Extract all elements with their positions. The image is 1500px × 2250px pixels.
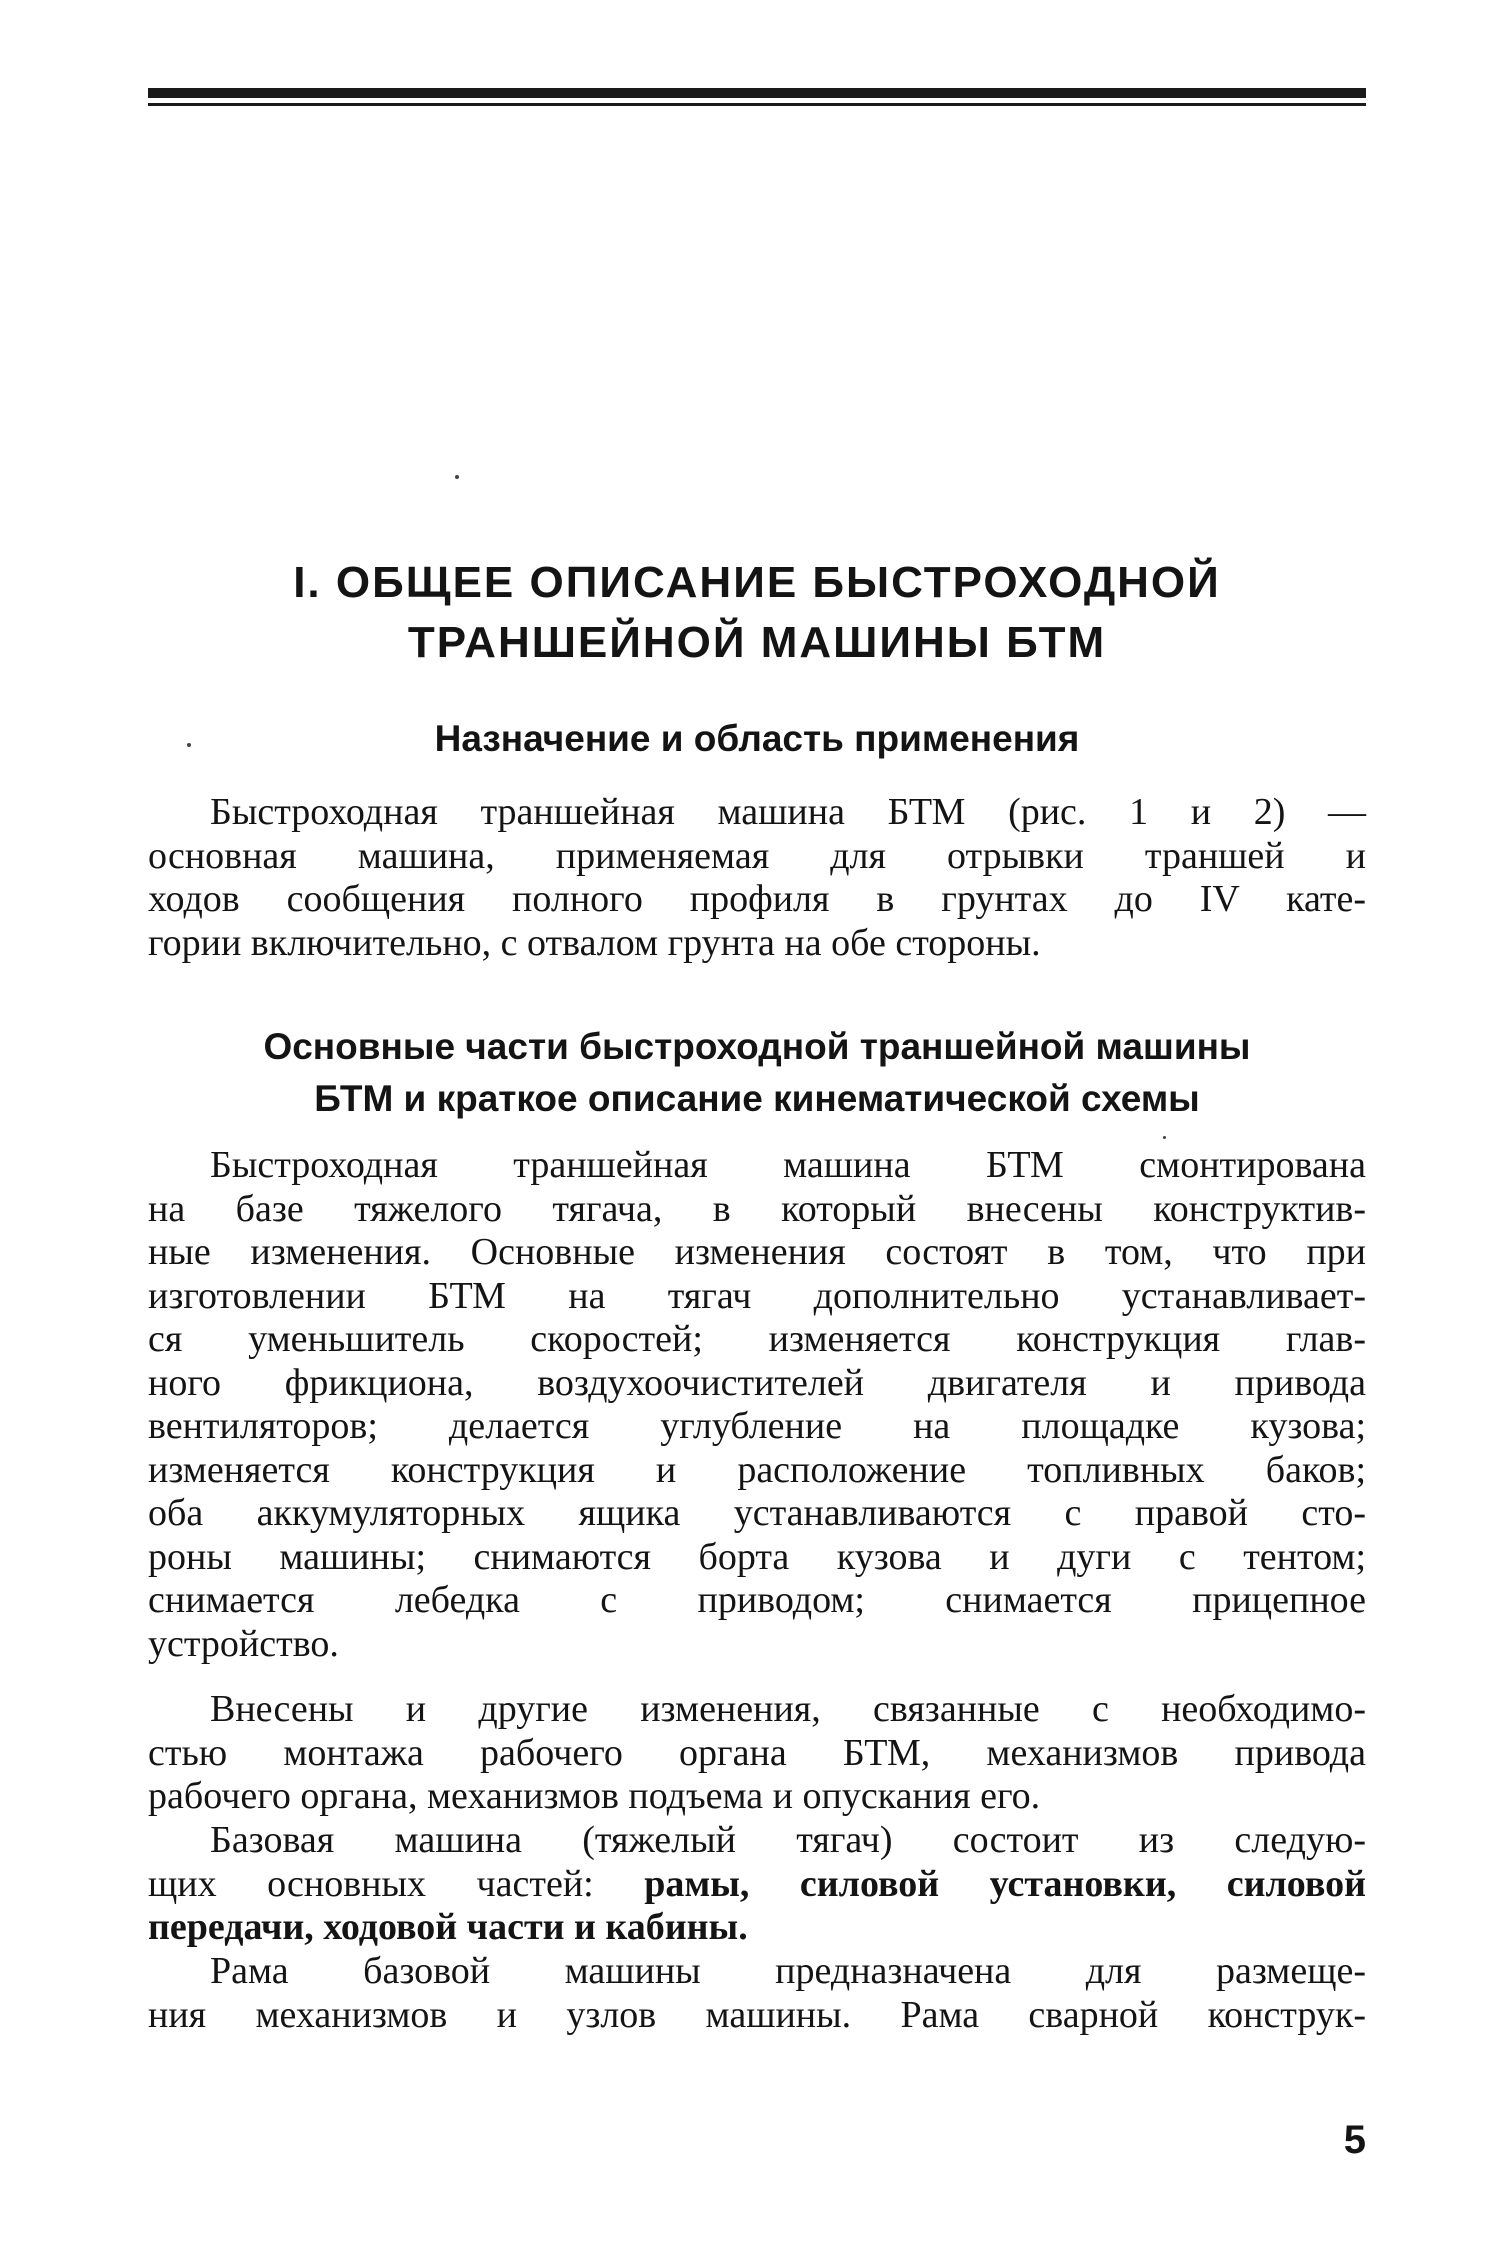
text-line: изготовлении БТМ на тягач дополнительно устанавливает- [148, 1274, 1366, 1317]
text-line: ходов сообщения полного профиля в грунтах до IV кате- [148, 878, 1366, 920]
text-line: ные изменения. Основные изменения состоят в том, что при [148, 1231, 1366, 1273]
text-line: рабочего органа, механизмов подъема и опускания его. [148, 1775, 1041, 1817]
text-run: щих основных частей: [148, 1862, 645, 1905]
section-heading-line: БТМ и краткое описание кинематической схемы [314, 1078, 1200, 1119]
bold-text-run: рамы, силовой установки, силовой [644, 1862, 1366, 1905]
text-line: вентиляторов; делается углубление на площадке кузова; [148, 1405, 1366, 1447]
text-line: роны машины; снимаются борта кузова и дуги с тентом; [148, 1535, 1366, 1578]
paragraph-purpose [148, 791, 1366, 965]
text-line: основная машина, применяемая для отрывки траншей и [148, 834, 1366, 877]
chapter-title-line: I. ОБЩЕЕ ОПИСАНИЕ БЫСТРОХОДНОЙ [293, 558, 1221, 607]
print-speck [455, 475, 459, 479]
section-heading-main-parts [148, 1021, 1366, 1125]
text-line [148, 1863, 1366, 1907]
paragraph-frame [148, 1950, 1366, 2037]
text-line: на базе тяжелого тягача, в который внесены конструктив- [148, 1187, 1366, 1230]
text-line: снимается лебедка с приводом; снимается прицепное [148, 1579, 1366, 1621]
text-line: ся уменьшитель скоростей; изменяется конструкция глав- [148, 1318, 1366, 1360]
header-rule-thick [148, 88, 1366, 98]
header-rule-thin [148, 103, 1366, 106]
section-heading-line: Основные части быстроходной траншейной машины [263, 1026, 1251, 1067]
text-line: Рама базовой машины предназначена для размеще- [210, 1950, 1366, 1992]
text-line: гории включительно, с отвалом грунта на обе стороны. [148, 921, 1041, 964]
paragraph-other-changes [148, 1688, 1366, 1819]
text-line: Быстроходная траншейная машина БТМ (рис. 1 и 2) — [210, 791, 1366, 833]
text-line: ного фрикциона, воздухоочистителей двигателя и привода [148, 1361, 1366, 1404]
print-speck [1163, 1136, 1166, 1139]
text-line: Быстроходная траншейная машина БТМ смонтирована [210, 1144, 1366, 1186]
chapter-title [148, 553, 1366, 673]
section-heading-purpose: Назначение и область применения [434, 718, 1080, 759]
text-line: изменяется конструкция и расположение топливных баков; [148, 1448, 1366, 1491]
text-line: оба аккумуляторных ящика устанавливаются с правой сто- [148, 1492, 1366, 1534]
text-line: стью монтажа рабочего органа БТМ, механизмов привода [148, 1731, 1366, 1774]
paragraph-modifications [148, 1144, 1366, 1666]
paragraph-base-machine [148, 1819, 1366, 1950]
bold-text-line: передачи, ходовой части и кабины. [148, 1906, 748, 1948]
page-number: 5 [1343, 2118, 1366, 2162]
text-line: устройство. [148, 1622, 339, 1665]
text-line: Внесены и другие изменения, связанные с необходимо- [210, 1688, 1366, 1730]
chapter-title-line: ТРАНШЕЙНОЙ МАШИНЫ БТМ [407, 618, 1107, 667]
text-line: Базовая машина (тяжелый тягач) состоит из следую- [210, 1819, 1366, 1861]
text-line: ния механизмов и узлов машины. Рама сварной конструк- [148, 1993, 1366, 2036]
